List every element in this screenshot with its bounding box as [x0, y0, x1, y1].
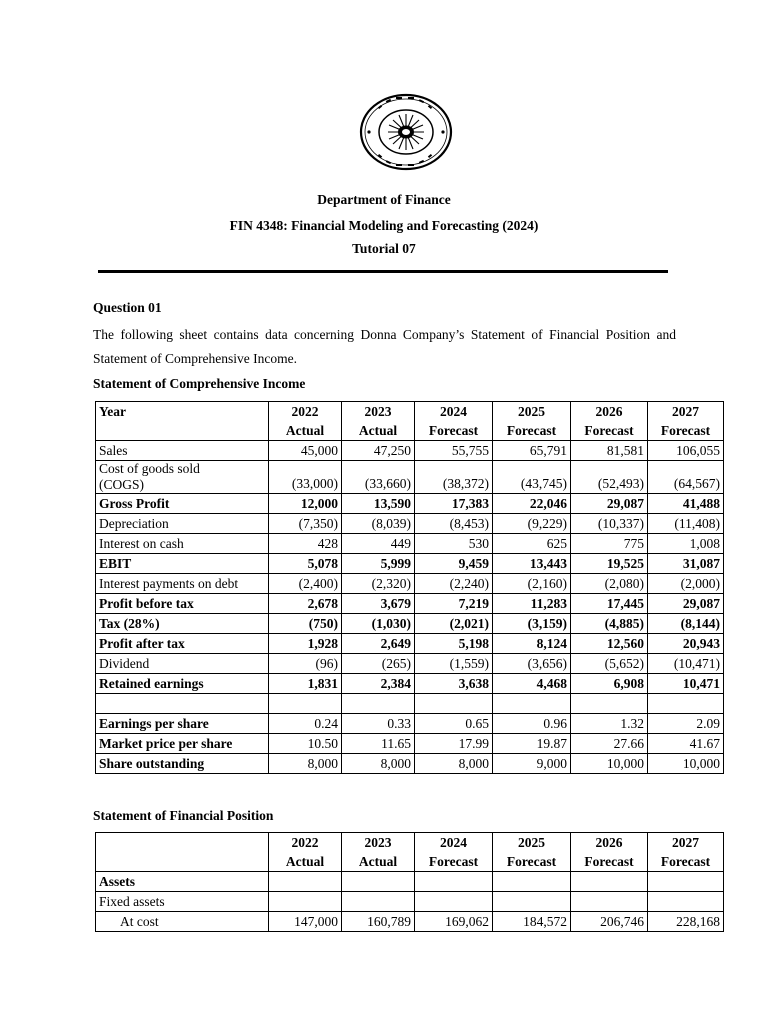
year-cell: 2026 — [571, 402, 648, 422]
row-label: Gross Profit — [96, 494, 269, 514]
value-cell: 2,384 — [342, 674, 415, 694]
table-row — [96, 714, 724, 734]
value-cell: 65,791 — [493, 441, 571, 461]
value-cell: (2,400) — [269, 574, 342, 594]
value-cell: (2,080) — [571, 574, 648, 594]
value-cell: 530 — [415, 534, 493, 554]
value-cell: (7,350) — [269, 514, 342, 534]
value-cell: 4,468 — [493, 674, 571, 694]
value-cell: 41,488 — [648, 494, 724, 514]
table-row — [96, 754, 724, 774]
value-cell: 428 — [269, 534, 342, 554]
table-header-years — [96, 833, 724, 853]
value-cell: 27.66 — [571, 734, 648, 754]
fixed-assets-row — [96, 892, 724, 912]
value-cell: 2.09 — [648, 714, 724, 734]
value-cell: 12,000 — [269, 494, 342, 514]
sci-title: Statement of Comprehensive Income — [93, 376, 306, 391]
empty-cell — [571, 694, 648, 714]
empty-cell — [96, 694, 269, 714]
value-cell: 10,471 — [648, 674, 724, 694]
year-cell: 2022 — [269, 402, 342, 422]
value-cell: 8,000 — [342, 754, 415, 774]
column-type-cell: Forecast — [415, 421, 493, 441]
value-cell: 3,638 — [415, 674, 493, 694]
value-cell: 169,062 — [415, 912, 493, 932]
empty-cell — [415, 872, 493, 892]
value-cell: 19,525 — [571, 554, 648, 574]
value-cell: 55,755 — [415, 441, 493, 461]
column-type-cell: Actual — [269, 421, 342, 441]
column-type-cell: Forecast — [571, 421, 648, 441]
column-type-cell: Forecast — [571, 852, 648, 872]
year-header-label: Year — [96, 402, 269, 422]
value-cell: 29,087 — [571, 494, 648, 514]
empty-cell — [493, 892, 571, 912]
value-cell: 449 — [342, 534, 415, 554]
value-cell: 11.65 — [342, 734, 415, 754]
row-label: Share outstanding — [96, 754, 269, 774]
value-cell: (2,240) — [415, 574, 493, 594]
year-cell: 2025 — [493, 402, 571, 422]
value-cell: 10,000 — [571, 754, 648, 774]
value-cell: (11,408) — [648, 514, 724, 534]
year-cell: 2024 — [415, 833, 493, 853]
value-cell: (10,337) — [571, 514, 648, 534]
row-label: Retained earnings — [96, 674, 269, 694]
empty-cell — [571, 872, 648, 892]
row-label: Cost of goods sold (COGS) — [96, 461, 269, 494]
year-header-blank — [96, 852, 269, 872]
value-cell: (2,160) — [493, 574, 571, 594]
year-cell: 2025 — [493, 833, 571, 853]
department-title: Department of Finance — [317, 192, 451, 207]
value-cell: 5,999 — [342, 554, 415, 574]
column-type-cell: Actual — [342, 852, 415, 872]
sfp-title: Statement of Financial Position — [93, 808, 274, 823]
value-cell: 22,046 — [493, 494, 571, 514]
value-cell: 1.32 — [571, 714, 648, 734]
empty-cell — [342, 694, 415, 714]
value-cell: (64,567) — [648, 461, 724, 494]
year-cell: 2023 — [342, 402, 415, 422]
value-cell: (1,030) — [342, 614, 415, 634]
value-cell: (33,000) — [269, 461, 342, 494]
year-header-label — [96, 833, 269, 853]
empty-cell — [648, 872, 724, 892]
value-cell: (5,652) — [571, 654, 648, 674]
table-row — [96, 574, 724, 594]
value-cell: 10,000 — [648, 754, 724, 774]
column-type-cell: Forecast — [415, 852, 493, 872]
year-cell: 2027 — [648, 833, 724, 853]
table-row — [96, 554, 724, 574]
column-type-cell: Forecast — [493, 421, 571, 441]
table-row — [96, 534, 724, 554]
column-type-cell: Actual — [269, 852, 342, 872]
value-cell: 10.50 — [269, 734, 342, 754]
value-cell: 160,789 — [342, 912, 415, 932]
sci-table — [95, 401, 724, 774]
value-cell: 19.87 — [493, 734, 571, 754]
value-cell: 5,198 — [415, 634, 493, 654]
value-cell: (1,559) — [415, 654, 493, 674]
empty-cell — [648, 694, 724, 714]
assets-row — [96, 872, 724, 892]
value-cell: (2,021) — [415, 614, 493, 634]
row-label: Market price per share — [96, 734, 269, 754]
row-label: Depreciation — [96, 514, 269, 534]
value-cell: (52,493) — [571, 461, 648, 494]
value-cell: (3,656) — [493, 654, 571, 674]
value-cell: 9,000 — [493, 754, 571, 774]
value-cell: 20,943 — [648, 634, 724, 654]
table-row — [96, 634, 724, 654]
university-seal-logo — [356, 92, 456, 172]
table-header-types — [96, 852, 724, 872]
value-cell: (9,229) — [493, 514, 571, 534]
value-cell: (750) — [269, 614, 342, 634]
table-header-years — [96, 402, 724, 422]
value-cell: 5,078 — [269, 554, 342, 574]
value-cell: 41.67 — [648, 734, 724, 754]
value-cell: (2,320) — [342, 574, 415, 594]
empty-cell — [493, 694, 571, 714]
fixed-assets-label: Fixed assets — [96, 892, 269, 912]
year-cell: 2026 — [571, 833, 648, 853]
value-cell: (96) — [269, 654, 342, 674]
row-label: Profit before tax — [96, 594, 269, 614]
year-cell: 2024 — [415, 402, 493, 422]
tutorial-title: Tutorial 07 — [352, 241, 416, 256]
value-cell: 228,168 — [648, 912, 724, 932]
value-cell: (33,660) — [342, 461, 415, 494]
value-cell: (10,471) — [648, 654, 724, 674]
value-cell: (2,000) — [648, 574, 724, 594]
table-row — [96, 461, 724, 494]
spacer-row — [96, 694, 724, 714]
value-cell: 1,831 — [269, 674, 342, 694]
value-cell: (265) — [342, 654, 415, 674]
value-cell: 11,283 — [493, 594, 571, 614]
value-cell: 13,443 — [493, 554, 571, 574]
value-cell: (38,372) — [415, 461, 493, 494]
row-label: Interest on cash — [96, 534, 269, 554]
table-row — [96, 494, 724, 514]
table-row — [96, 654, 724, 674]
question-title: Question 01 — [93, 300, 162, 315]
row-label: Interest payments on debt — [96, 574, 269, 594]
value-cell: 0.65 — [415, 714, 493, 734]
table-row — [96, 614, 724, 634]
table-row — [96, 441, 724, 461]
sfp-table — [95, 832, 724, 932]
value-cell: 7,219 — [415, 594, 493, 614]
value-cell: 47,250 — [342, 441, 415, 461]
value-cell: 2,678 — [269, 594, 342, 614]
row-label: Tax (28%) — [96, 614, 269, 634]
value-cell: 17,383 — [415, 494, 493, 514]
value-cell: 775 — [571, 534, 648, 554]
value-cell: 2,649 — [342, 634, 415, 654]
assets-label: Assets — [96, 872, 269, 892]
value-cell: 206,746 — [571, 912, 648, 932]
value-cell: 184,572 — [493, 912, 571, 932]
empty-cell — [269, 872, 342, 892]
value-cell: 17.99 — [415, 734, 493, 754]
value-cell: 1,008 — [648, 534, 724, 554]
column-type-cell: Forecast — [648, 852, 724, 872]
value-cell: 0.24 — [269, 714, 342, 734]
value-cell: 6,908 — [571, 674, 648, 694]
value-cell: 12,560 — [571, 634, 648, 654]
value-cell: 8,000 — [269, 754, 342, 774]
header-divider — [98, 270, 668, 273]
value-cell: (8,039) — [342, 514, 415, 534]
table-row — [96, 674, 724, 694]
value-cell: 17,445 — [571, 594, 648, 614]
value-cell: 45,000 — [269, 441, 342, 461]
value-cell: 9,459 — [415, 554, 493, 574]
empty-cell — [342, 892, 415, 912]
value-cell: 147,000 — [269, 912, 342, 932]
column-type-cell: Forecast — [493, 852, 571, 872]
value-cell: (43,745) — [493, 461, 571, 494]
row-label: EBIT — [96, 554, 269, 574]
at-cost-label: At cost — [96, 912, 269, 932]
row-label: Sales — [96, 441, 269, 461]
value-cell: 81,581 — [571, 441, 648, 461]
value-cell: 1,928 — [269, 634, 342, 654]
table-header-types — [96, 421, 724, 441]
column-type-cell: Forecast — [648, 421, 724, 441]
value-cell: 0.33 — [342, 714, 415, 734]
row-label: Earnings per share — [96, 714, 269, 734]
row-label: Dividend — [96, 654, 269, 674]
empty-cell — [493, 872, 571, 892]
year-cell: 2027 — [648, 402, 724, 422]
value-cell: (8,144) — [648, 614, 724, 634]
value-cell: 29,087 — [648, 594, 724, 614]
table-row — [96, 514, 724, 534]
year-header-blank — [96, 421, 269, 441]
value-cell: 31,087 — [648, 554, 724, 574]
value-cell: 8,000 — [415, 754, 493, 774]
value-cell: (4,885) — [571, 614, 648, 634]
row-label: Profit after tax — [96, 634, 269, 654]
empty-cell — [571, 892, 648, 912]
empty-cell — [415, 694, 493, 714]
value-cell: 13,590 — [342, 494, 415, 514]
value-cell: 8,124 — [493, 634, 571, 654]
year-cell: 2023 — [342, 833, 415, 853]
course-title: FIN 4348: Financial Modeling and Forecasting (2024) — [229, 218, 539, 233]
empty-cell — [648, 892, 724, 912]
empty-cell — [269, 694, 342, 714]
question-intro: The following sheet contains data concerning Donna Company’s Statement of Financial Position and Statement of Comprehensive Income. — [93, 327, 676, 366]
table-row — [96, 734, 724, 754]
empty-cell — [415, 892, 493, 912]
value-cell: 625 — [493, 534, 571, 554]
value-cell: 3,679 — [342, 594, 415, 614]
at-cost-row — [96, 912, 724, 932]
value-cell: (8,453) — [415, 514, 493, 534]
value-cell: 0.96 — [493, 714, 571, 734]
table-row — [96, 594, 724, 614]
year-cell: 2022 — [269, 833, 342, 853]
empty-cell — [342, 872, 415, 892]
value-cell: (3,159) — [493, 614, 571, 634]
empty-cell — [269, 892, 342, 912]
value-cell: 106,055 — [648, 441, 724, 461]
column-type-cell: Actual — [342, 421, 415, 441]
